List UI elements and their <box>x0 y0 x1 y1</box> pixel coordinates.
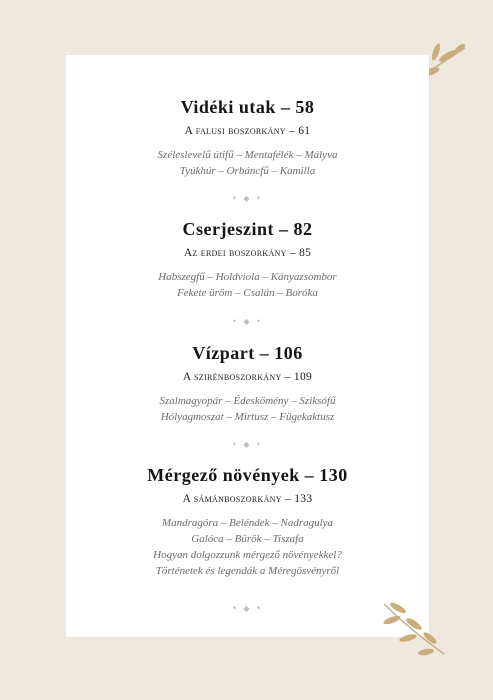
item-line: Szalmagyopár – Édesköménу – Sziksófű <box>159 395 336 407</box>
toc-page <box>66 55 429 637</box>
toc-section <box>66 342 429 425</box>
leaf-ornament-bottom-icon <box>378 598 450 660</box>
section-title: Vízpart – 106 <box>192 343 303 363</box>
section-items <box>66 147 429 179</box>
divider-ornament: • ◆ • <box>232 317 263 326</box>
section-subtitle: Az erdei boszorkány – 85 <box>183 247 312 259</box>
divider-ornament: • ◆ • <box>232 604 263 613</box>
section-title: Cserjeszint – 82 <box>182 219 313 239</box>
toc-section <box>66 464 429 579</box>
section-title: Mérgező növények – 130 <box>147 465 348 485</box>
item-line: Hólyagmoszat – Mirtusz – Fügekaktusz <box>160 411 335 423</box>
section-items <box>66 269 429 301</box>
item-line: Galóca – Bürök – Tiszafa <box>191 533 304 545</box>
toc-section <box>66 218 429 301</box>
toc-section <box>66 96 429 179</box>
section-items <box>66 393 429 425</box>
item-line: Tyúkhúr – Orbáncfű – Kamilla <box>179 165 316 177</box>
item-line: Mandragóra – Beléndek – Nadragulya <box>161 517 334 529</box>
section-subtitle: A szirénboszorkány – 109 <box>182 371 313 383</box>
item-line: Széleslevelű útifű – Mentafélék – Mályva <box>157 149 338 161</box>
divider-ornament: • ◆ • <box>232 194 263 203</box>
item-line: Történetek és legendák a Méregösvényről <box>155 565 340 577</box>
section-title: Vidéki utak – 58 <box>180 97 315 117</box>
section-subtitle: A falusi boszorkány – 61 <box>184 125 311 137</box>
section-items <box>66 515 429 579</box>
item-line: Hogyan dolgozzunk mérgező növényekkel? <box>153 549 342 561</box>
item-line: Fekete üröm – Csalán – Boróka <box>177 287 318 299</box>
item-line: Habszegfű – Holdviola – Kányazsombor <box>158 271 337 283</box>
section-subtitle: A sámánboszorkány – 133 <box>182 493 313 505</box>
divider-ornament: • ◆ • <box>232 440 263 449</box>
